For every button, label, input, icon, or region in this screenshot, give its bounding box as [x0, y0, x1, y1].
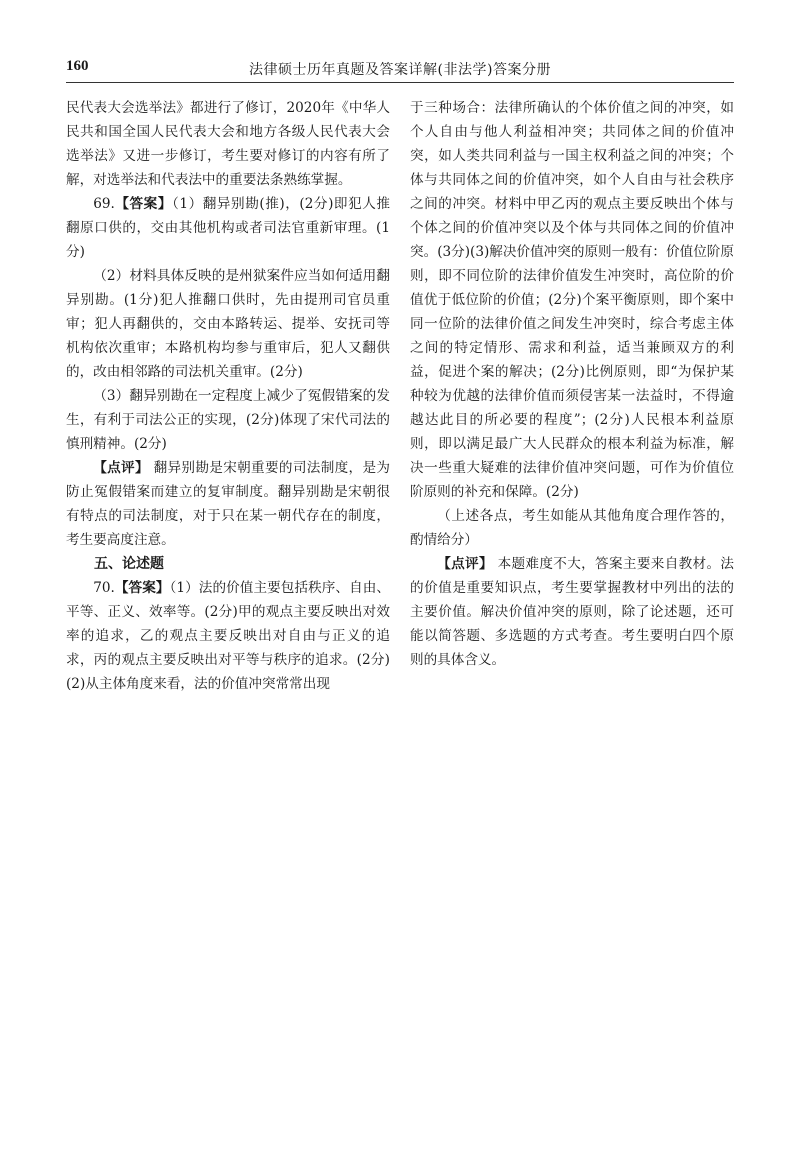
continuation-paragraph: 民代表大会选举法》都进行了修订，2020年《中华人民共和国全国人民代表大会和地方各级人民代表大会选举法》又进一步修订，考生要对修订的内容有所了解，对选举法和代表法中的重要法条熟练掌握。: [66, 100, 390, 188]
section-heading: 五、论述题: [94, 556, 164, 572]
q70-number: 70.: [93, 580, 115, 596]
page-number: 160: [66, 58, 89, 74]
q70-comment-paragraph: [410, 552, 734, 672]
q69-comment-text: 翻异别勘是宋朝重要的司法制度，是为防止冤假错案而建立的复审制度。翻异别勘是宋朝很有特点的司法制度，对于只在某一朝代存在的制度，考生要高度注意。: [66, 460, 391, 548]
running-title: 法律硕士历年真题及答案详解(非法学)答案分册: [249, 62, 551, 78]
q69-number: 69.: [93, 196, 115, 212]
q70-comment-text: 本题难度不大，答案主要来自教材。法的价值是重要知识点，考生要掌握教材中列出的法的主要价值。解决价值冲突的原则，除了论述题，还可能以简答题、多选题的方式考查。考生要明白四个原则的具体含义。: [410, 556, 735, 668]
left-column: [66, 96, 390, 696]
q69-answer-paragraph-1: [66, 192, 390, 264]
q70-answer-text-1: （1）法的价值主要包括秩序、自由、平等、正义、效率等。(2分)甲的观点主要反映出对效率的追求，乙的观点主要反映出对自由与正义的追求，丙的观点主要反映出对平等与秩序的追求。(2分)(2)从主体角度来看，法的价值冲突常常出现: [66, 580, 391, 692]
q70-comment-tag: 【点评】: [437, 556, 493, 572]
page-header: [66, 58, 734, 82]
q70-answer-tag: 【答案】: [114, 580, 170, 596]
q70-answer-paragraph-1: [66, 576, 390, 696]
q70-continuation-paragraph: 于三种场合：法律所确认的个体价值之间的冲突，如个人自由与他人利益相冲突；共同体之间的价值冲突，如人类共同利益与一国主权利益之间的冲突；个体与共同体之间的价值冲突，如个人自由与社会秩序之间的冲突。材料中甲乙丙的观点主要反映出个体与个体之间的价值冲突以及个体与共同体之间的价值冲突。(3分)(3)解决价值冲突的原则一般有：价值位阶原则，即不同位阶的法律价值发生冲突时，高位阶的价值优于低位阶的价值；(2分)个案平衡原则，即个案中同一位阶的法律价值之间发生冲突时，综合考虑主体之间的特定情形、需求和利益，适当兼顾双方的利益，促进个案的解决；(2分)比例原则，即“为保护某种较为优越的法律价值而须侵害某一法益时，不得逾越达此目的所必要的程度”；(2分)人民根本利益原则，即以满足最广大人民群众的根本利益为标准，解决一些重大疑难的法律价值冲突问题，可作为价值位阶原则的补充和保障。(2分): [410, 100, 734, 500]
q69-answer-paragraph-2: （2）材料具体反映的是州狱案件应当如何适用翻异别勘。(1分)犯人推翻口供时，先由提刑司官员重审；犯人再翻供的，交由本路转运、提举、安抚司等机构依次重审；本路机构均参与重审后，犯人又翻供的，改由相邻路的司法机关重审。(2分): [66, 268, 390, 380]
q69-comment-tag: 【点评】: [93, 460, 149, 476]
q69-comment-paragraph: [66, 456, 390, 552]
grading-note: （上述各点，考生如能从其他角度合理作答的，酌情给分）: [410, 508, 734, 548]
q69-answer-tag: 【答案】: [114, 196, 172, 212]
header-rule: [66, 82, 734, 83]
right-column: [410, 96, 734, 672]
q69-answer-paragraph-3: （3）翻异别勘在一定程度上减少了冤假错案的发生，有利于司法公正的实现，(2分)体现了宋代司法的慎刑精神。(2分): [66, 388, 390, 452]
q69-answer-text-1: （1）翻异别勘(推)，(2分)即犯人推翻原口供的，交由其他机构或者司法官重新审理。(1分): [66, 196, 390, 260]
